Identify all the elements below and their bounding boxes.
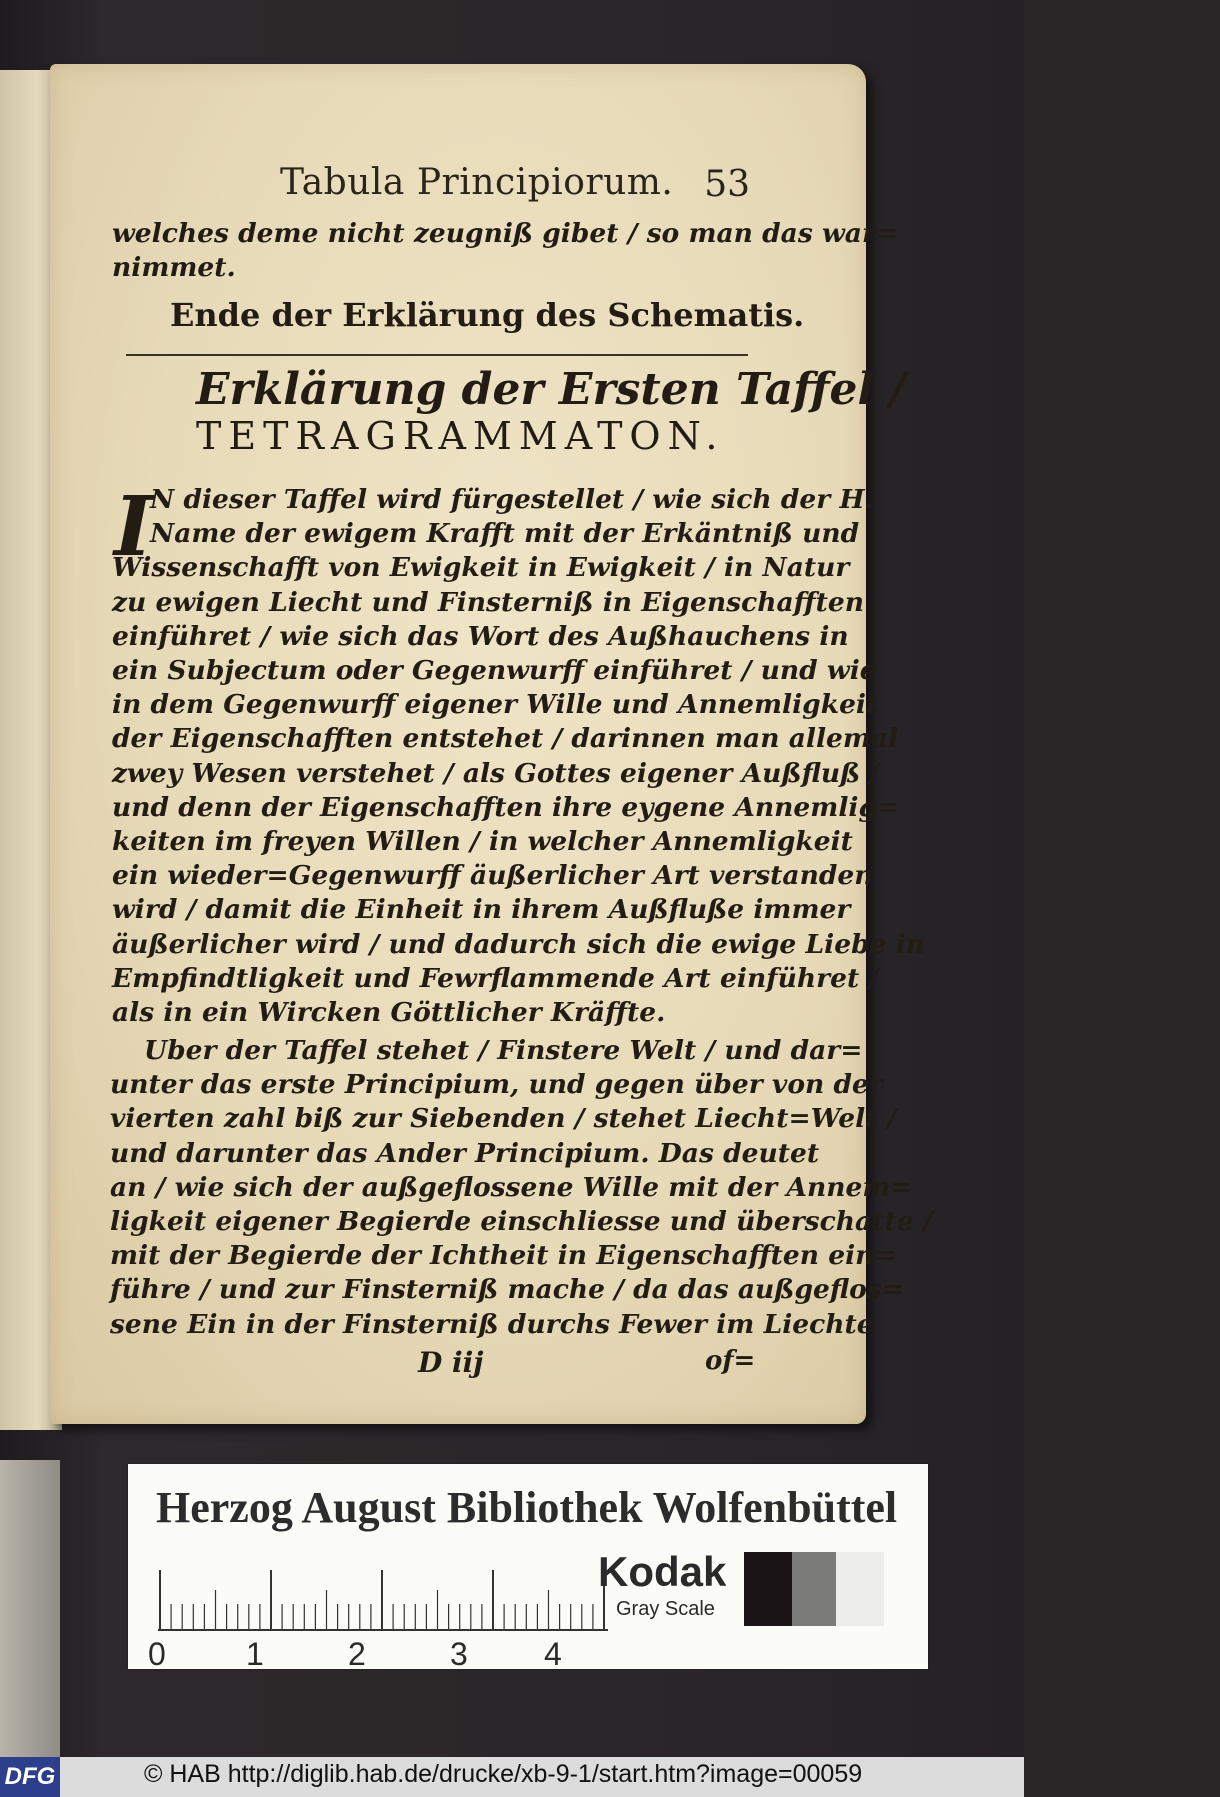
text-line: in dem Gegenwurff eigener Wille und Annemligkeit — [112, 689, 879, 721]
end-note: Ende der Erklärung des Schematis. — [170, 296, 805, 334]
text-line: wird / damit die Einheit in ihrem Außfluße immer — [112, 894, 851, 926]
text-line: einführet / wie sich das Wort des Außhauchens in — [112, 620, 849, 652]
text-line: vierten zahl biß zur Siebenden / stehet Liecht=Welt / — [110, 1103, 897, 1135]
signature-mark: D iij — [418, 1346, 484, 1379]
credit-link[interactable]: © HAB http://diglib.hab.de/drucke/xb-9-1/start.htm?image=00059 — [144, 1760, 863, 1788]
text-line: und darunter das Ander Principium. Das deutet — [110, 1137, 820, 1169]
section-subheading: TETRAGRAMMATON. — [196, 414, 725, 458]
text-line: äußerlicher wird / und dadurch sich die ewige Liebe in — [112, 928, 926, 960]
text-line: nimmet. — [112, 252, 236, 283]
ruler-scale — [158, 1560, 608, 1632]
text-line: sene Ein in der Finsterniß durchs Fewer im Liechte — [110, 1308, 874, 1340]
text-line: Wissenschafft von Ewigkeit in Ewigkeit / in Natur — [112, 552, 850, 584]
text-line: als in ein Wircken Göttlicher Kräffte. — [112, 997, 666, 1028]
text-line: Uber der Taffel stehet / Finstere Welt / und dar= — [144, 1035, 863, 1066]
text-line: ein wieder=Gegenwurff äußerlicher Art verstanden — [112, 860, 874, 892]
kodak-logo: Kodak — [598, 1548, 727, 1595]
color-reference-card — [128, 1464, 928, 1672]
section-heading: Erklärung der Ersten Taffel / — [196, 364, 906, 415]
library-name: Herzog August Bibliothek Wolfenbüttel — [156, 1483, 898, 1532]
running-header — [280, 162, 750, 214]
header-title: Tabula Principiorum. — [280, 162, 674, 203]
text-line: an / wie sich der außgeflossene Wille mit der Annem= — [110, 1171, 913, 1203]
text-line: Name der ewigem Krafft mit der Erkäntniß und — [150, 518, 860, 550]
gray-patch-mid — [792, 1552, 836, 1626]
text-line: zu ewigen Liecht und Finsterniß in Eigenschafften — [112, 586, 864, 618]
text-line: Empfindtligkeit und Fewrflammende Art einführet / — [112, 962, 879, 994]
text-line: mit der Begierde der Ichtheit in Eigenschafften ein= — [110, 1240, 897, 1272]
gray-patch-white — [836, 1552, 884, 1626]
text-line: ein Subjectum oder Gegenwurff einführet / und wie — [112, 655, 877, 686]
text-line: unter das erste Principium, und gegen über von der — [110, 1069, 883, 1101]
ruler-number: 0 — [148, 1636, 166, 1672]
page-number: 53 — [704, 164, 750, 205]
text-line: N dieser Taffel wird fürgestellet / wie sich der H. — [150, 484, 874, 515]
gray-scale-label: Gray Scale — [616, 1598, 715, 1620]
adjacent-card-edge — [0, 1460, 60, 1760]
drop-cap: I — [114, 479, 153, 575]
gray-patch-black — [744, 1552, 792, 1626]
text-line: welches deme nicht zeugniß gibet / so man das war= — [112, 218, 899, 249]
text-line: und denn der Eigenschafften ihre eygene Annemlig= — [112, 791, 900, 823]
text-line: der Eigenschafften entstehet / darinnen man allemal — [112, 723, 899, 755]
text-line: führe / und zur Finsterniß mache / da das außgeflos= — [110, 1274, 904, 1306]
catchword: of= — [705, 1346, 756, 1376]
text-line: ligkeit eigener Begierde einschliesse und überschatte / — [110, 1206, 933, 1237]
divider-rule — [126, 354, 748, 356]
text-line: keiten im freyen Willen / in welcher Annemligkeit — [112, 826, 853, 857]
ruler-number: 4 — [544, 1636, 562, 1672]
ruler-number: 3 — [450, 1636, 468, 1672]
dfg-logo: DFG — [0, 1757, 60, 1797]
text-line: zwey Wesen verstehet / als Gottes eigener Außfluß / — [112, 757, 880, 789]
ruler-number: 1 — [246, 1636, 264, 1672]
ruler-number: 2 — [348, 1636, 366, 1672]
